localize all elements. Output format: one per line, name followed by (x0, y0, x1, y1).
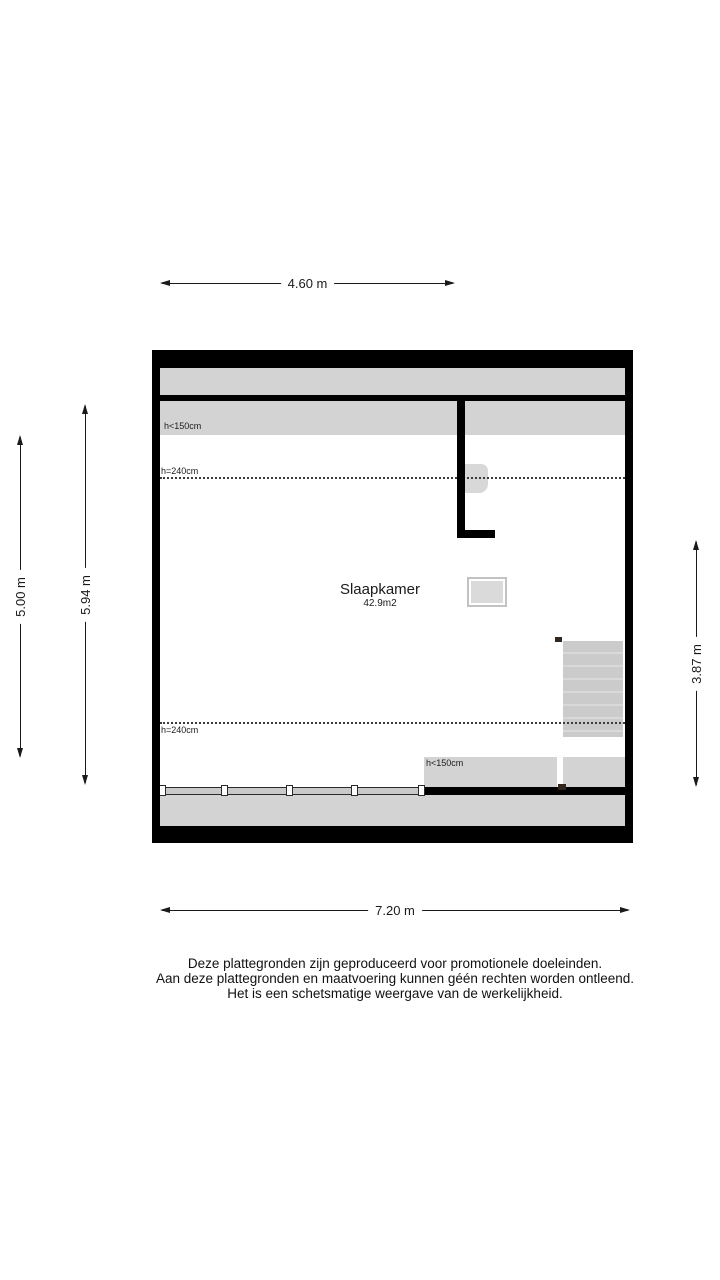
dimension-right-label: 3.87 m (690, 637, 704, 691)
room-label (300, 582, 460, 609)
stair-newel-bottom (558, 784, 566, 790)
dimension-top (160, 277, 455, 291)
dimension-bottom (160, 904, 630, 918)
dimension-top-label: 4.60 m (281, 277, 335, 291)
arrow-left-icon (160, 280, 170, 286)
dimension-left-inner (79, 404, 93, 785)
height-label-knee-top: h<150cm (164, 421, 202, 431)
height-label-240-top: h=240cm (161, 466, 199, 476)
room-area-label: 42.9m2 (363, 598, 397, 609)
arrow-right-icon (620, 907, 630, 913)
arrow-down-icon (82, 775, 88, 785)
arrow-left-icon (160, 907, 170, 913)
arrow-right-icon (445, 280, 455, 286)
dimension-left-outer-label: 5.00 m (14, 570, 28, 624)
arrow-down-icon (693, 777, 699, 787)
arrow-up-icon (17, 435, 23, 445)
dimension-right (690, 540, 704, 787)
disclaimer (70, 956, 720, 1001)
dimension-bottom-label: 7.20 m (368, 904, 422, 918)
arrow-up-icon (82, 404, 88, 414)
disclaimer-line-2: Aan deze plattegronden en maatvoering kunnen géén rechten worden ontleend. (155, 971, 635, 986)
height-label-knee-bottom: h<150cm (426, 758, 464, 768)
arrow-up-icon (693, 540, 699, 550)
height-label-240-bottom: h=240cm (161, 725, 199, 735)
disclaimer-line-3: Het is een schetsmatige weergave van de werkelijkheid. (227, 986, 563, 1001)
arrow-down-icon (17, 748, 23, 758)
stair-newel-top (555, 637, 562, 642)
dimension-left-outer (14, 435, 28, 758)
disclaimer-line-1: Deze plattegronden zijn geproduceerd voor promotionele doeleinden. (187, 956, 603, 971)
dimension-left-inner-label: 5.94 m (79, 568, 93, 622)
room-name: Slaapkamer (339, 581, 421, 598)
